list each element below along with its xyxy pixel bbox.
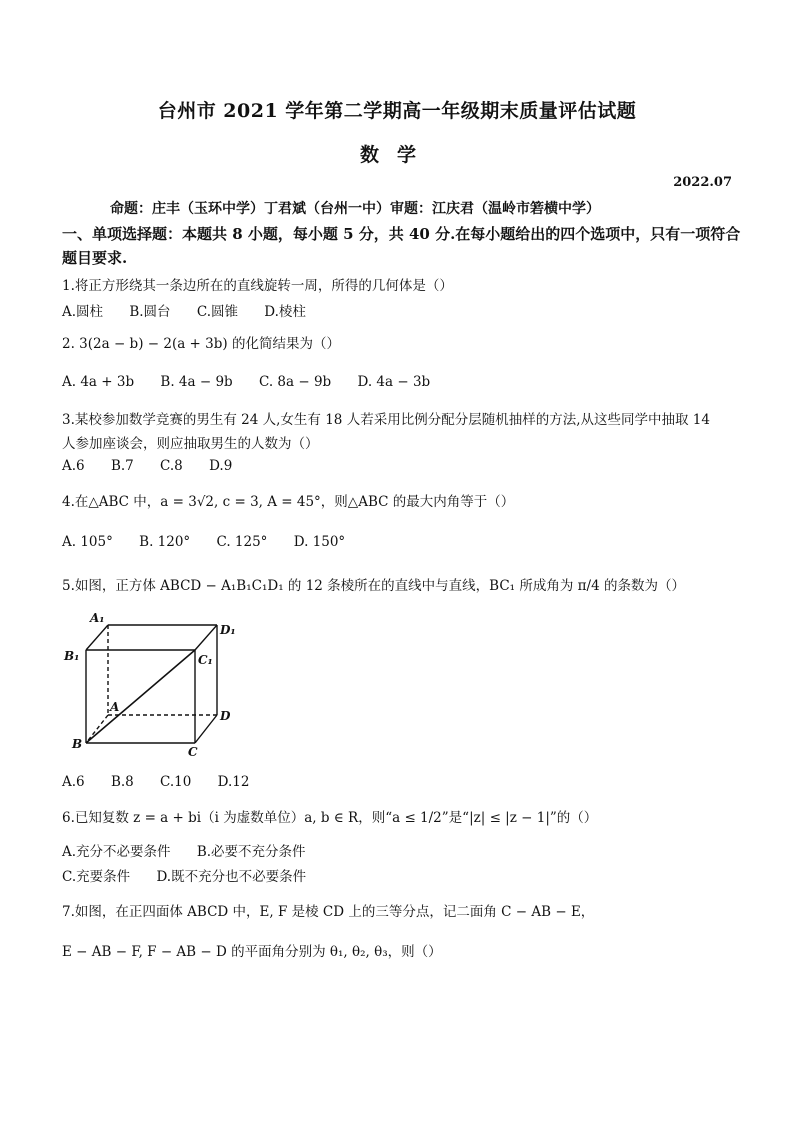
question-7-stem-line2: E − AB − F, F − AB − D 的平面角分别为 θ₁, θ₂, θ₃，则（） xyxy=(62,944,442,960)
q2-option-d: D. 4a − 3b xyxy=(357,374,431,390)
label-a: A xyxy=(110,700,120,714)
label-d: D xyxy=(220,709,231,723)
question-6-options-line2 xyxy=(62,865,328,885)
cube-figure xyxy=(62,608,252,758)
q5-option-a: A.6 xyxy=(62,774,85,790)
q6-option-b: B.必要不充分条件 xyxy=(196,844,306,860)
q1-option-d: D.棱柱 xyxy=(264,304,306,320)
q2-option-b: B. 4a − 9b xyxy=(160,374,233,390)
q1-option-c: C.圆锥 xyxy=(196,304,238,320)
label-b1: B₁ xyxy=(64,649,80,663)
question-5-options xyxy=(62,774,271,790)
edge-d-c xyxy=(195,715,217,743)
label-b: B xyxy=(72,737,83,751)
q3-option-b: B.7 xyxy=(110,458,134,474)
label-d1: D₁ xyxy=(220,623,236,637)
label-c: C xyxy=(188,745,198,758)
q5-option-b: B.8 xyxy=(110,774,134,790)
question-3-options xyxy=(62,458,254,474)
q3-option-d: D.9 xyxy=(209,458,233,474)
q4-option-d: D. 150° xyxy=(293,534,346,550)
q2-option-c: C. 8a − 9b xyxy=(258,374,332,390)
question-6-options-line1 xyxy=(62,840,328,860)
q5-option-d: D.12 xyxy=(217,774,250,790)
q6-option-c: C.充要条件 xyxy=(62,869,131,885)
question-1-options xyxy=(62,300,328,320)
exam-title: 台州市 2021 学年第二学期高一年级期末质量评估试题 xyxy=(157,100,637,122)
q4-option-b: B. 120° xyxy=(139,534,191,550)
label-a1: A₁ xyxy=(90,611,105,625)
q1-option-a: A.圆柱 xyxy=(62,304,104,320)
question-1-stem: 1.将正方形绕其一条边所在的直线旋转一周，所得的几何体是（） xyxy=(62,278,453,294)
q1-option-b: B.圆台 xyxy=(129,304,171,320)
question-3-stem-line2: 人参加座谈会，则应抽取男生的人数为（） xyxy=(62,436,319,452)
q6-option-a: A.充分不必要条件 xyxy=(62,844,171,860)
exam-date: 2022.07 xyxy=(673,175,732,190)
label-c1: C₁ xyxy=(198,653,213,667)
q3-option-a: A.6 xyxy=(62,458,85,474)
question-2-options xyxy=(62,374,452,390)
section-heading: 一、单项选择题：本题共 8 小题，每小题 5 分，共 40 分.在每小题给出的四个选项中，只有一项符合题目要求. xyxy=(62,225,741,267)
edge-a-b-hidden xyxy=(86,715,108,743)
q2-option-a: A. 4a + 3b xyxy=(62,374,135,390)
question-3-stem-line1: 3.某校参加数学竞赛的男生有 24 人,女生有 18 人若采用比例分配分层随机抽样的方法,从这些同学中抽取 14 xyxy=(62,412,710,428)
question-4-options xyxy=(62,534,367,550)
q6-option-d: D.既不充分也不必要条件 xyxy=(156,869,307,885)
question-6-stem: 6.已知复数 z = a + bi（i 为虚数单位）a, b ∈ R，则“a ≤ 1/2”是“|z| ≤ |z − 1|”的（） xyxy=(62,810,598,826)
subject-title: 数学 xyxy=(359,144,434,166)
diagonal-bc1 xyxy=(86,650,195,743)
edge-d1-c1 xyxy=(195,625,217,650)
q3-option-c: C.8 xyxy=(160,458,183,474)
question-7-stem-line1: 7.如图，在正四面体 ABCD 中，E, F 是棱 CD 上的三等分点，记二面角 C − AB − E， xyxy=(62,904,595,920)
q4-option-a: A. 105° xyxy=(62,534,113,550)
edge-a1-b1 xyxy=(86,625,108,650)
authors-line: 命题：庄丰（玉环中学）丁君斌（台州一中）审题：江庆君（温岭市箬横中学） xyxy=(110,201,600,217)
q5-option-c: C.10 xyxy=(160,774,192,790)
question-5-stem: 5.如图，正方体 ABCD − A₁B₁C₁D₁ 的 12 条棱所在的直线中与直线，BC₁ 所成角为 π/4 的条数为（） xyxy=(62,578,685,594)
q4-option-c: C. 125° xyxy=(216,534,268,550)
question-2-stem: 2. 3(2a − b) − 2(a + 3b) 的化简结果为（） xyxy=(62,336,340,352)
question-4-stem: 4.在△ABC 中，a = 3√2, c = 3, A = 45°，则△ABC 的最大内角等于（） xyxy=(62,494,515,510)
